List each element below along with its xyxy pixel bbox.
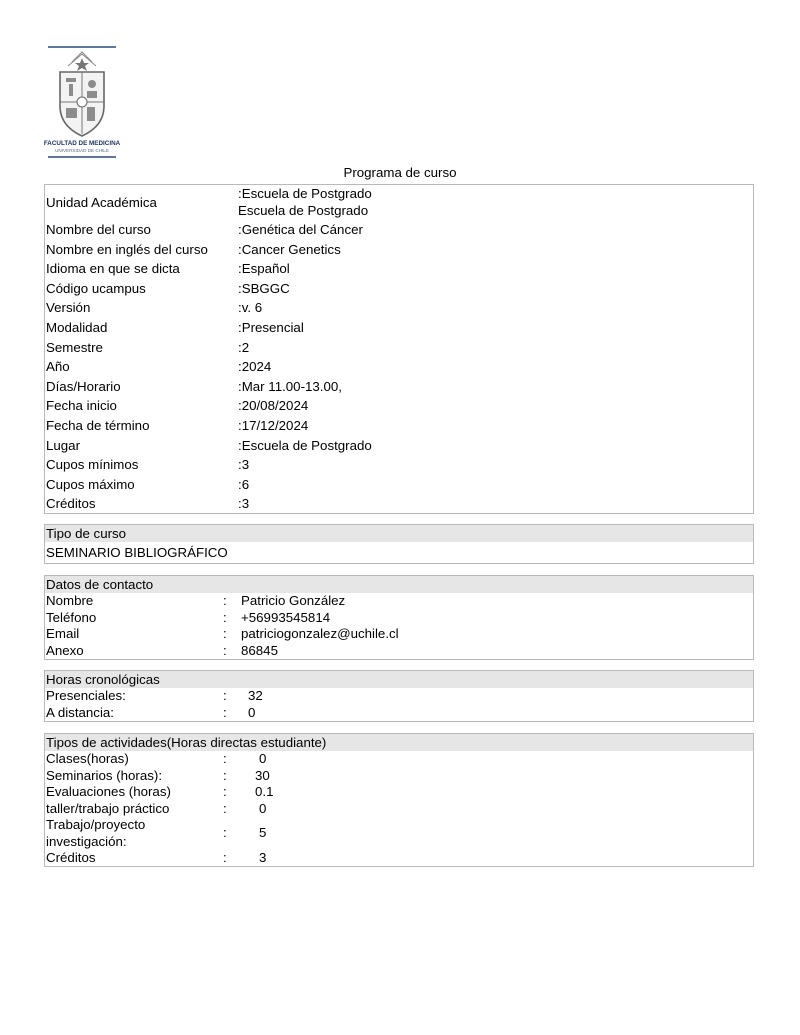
contact-label: Nombre [46,593,94,608]
info-value: :3 [238,496,250,512]
contact-value: Patricio González [241,593,346,608]
info-row [45,475,753,495]
activity-row: Clases(horas) : 0 [46,751,267,766]
info-row [45,416,753,436]
info-value: :6 [238,476,250,492]
info-value: :Español [238,261,290,277]
activity-value: 30 [255,767,270,783]
activity-label: Evaluaciones (horas) [46,784,171,800]
contact-value: +56993545814 [241,609,331,625]
activity-row: Evaluaciones (horas) : 0.1 [46,784,274,800]
activity-row: Seminarios (horas): : 30 [46,767,270,783]
info-label: Semestre [46,339,103,355]
info-label: Cupos mínimos [46,457,139,473]
contact-row: Anexo : 86845 [46,642,278,658]
activity-value: 0.1 [255,784,274,800]
document-title: Programa de curso [343,165,457,180]
hours-label: A distancia: [46,704,115,720]
hours-header: Horas cronológicas [45,671,753,688]
info-value: :20/08/2024 [238,398,309,414]
activity-value: 5 [259,825,267,841]
info-value: :2024 [238,359,272,375]
info-value: :Genética del Cáncer [238,222,363,237]
info-label: Modalidad [46,320,108,335]
contact-label: Anexo [46,642,84,658]
info-label: Año [46,359,70,375]
activity-row: Créditos : 3 [46,850,267,866]
info-value: :Escuela de Postgrado [238,437,372,453]
activity-label: Créditos [46,850,96,866]
info-label: Unidad Académica [46,195,157,210]
course-info-table [44,184,754,514]
contact-section [44,575,754,660]
info-row-unidad [45,185,753,221]
activity-value: 0 [259,800,267,816]
info-value: :17/12/2024 [238,418,309,433]
info-label: Idioma en que se dicta [46,261,180,277]
info-row [45,436,753,456]
info-label: Lugar [46,437,81,453]
info-row [45,220,753,240]
activity-label: taller/trabajo práctico [46,800,170,816]
activity-label: Clases(horas) [46,751,129,766]
hours-row: A distancia: : 0 [46,704,256,720]
info-label: Días/Horario [46,378,121,394]
contact-row: Email : patriciogonzalez@uchile.cl [46,626,399,642]
info-row [45,298,753,318]
contact-row: Nombre : Patricio González [46,593,346,608]
info-row [45,455,753,475]
activities-header: Tipos de actividades(Horas directas estudiante) [45,734,753,751]
activity-value: 0 [259,751,267,766]
hours-value: 0 [248,704,256,720]
info-row [45,279,753,299]
info-row [45,357,753,377]
hours-value: 32 [248,688,263,703]
contact-header: Datos de contacto [45,576,753,593]
activity-row: taller/trabajo práctico : 0 [46,800,267,816]
faculty-logo [44,44,120,162]
info-label: Nombre del curso [46,222,151,237]
activity-value: 3 [259,850,267,866]
contact-email: patriciogonzalez@uchile.cl [241,626,399,642]
contact-value: 86845 [241,642,278,658]
info-row [45,318,753,338]
info-row [45,259,753,279]
info-value: :2 [238,339,250,355]
info-value: :Presencial [238,320,304,335]
info-value: :Mar 11.00-13.00, [238,378,342,394]
info-row [45,494,753,514]
info-row [45,396,753,416]
info-label: Cupos máximo [46,476,135,492]
contact-row: Teléfono : +56993545814 [46,609,331,625]
activity-row: Trabajo/proyecto investigación: : 5 [46,817,267,849]
info-row [45,338,753,358]
info-row [45,240,753,260]
activity-label: Trabajo/proyecto investigación: [46,817,146,849]
hours-label: Presenciales: [46,688,126,703]
info-value: :3 [238,457,250,473]
info-label: Versión [46,300,91,316]
info-row [45,377,753,397]
info-value: :v. 6 [238,300,263,316]
info-label: Nombre en inglés del curso [46,241,208,257]
logo-line1: FACULTAD DE MEDICINA [44,140,120,147]
info-label: Código ucampus [46,280,146,296]
hours-row: Presenciales: : 32 [46,688,263,703]
contact-label: Teléfono [46,609,97,625]
course-type-value: SEMINARIO BIBLIOGRÁFICO [46,545,228,560]
logo-line2: UNIVERSIDAD DE CHILE [55,148,109,153]
course-type-section [44,524,754,564]
info-label: Créditos [46,496,96,512]
info-value: :SBGGC [238,280,290,296]
activity-label: Seminarios (horas): [46,767,163,783]
university-crest-icon [44,44,120,162]
info-label: Fecha inicio [46,398,117,414]
course-type-header: Tipo de curso [45,525,753,542]
info-value: :Escuela de Postgrado Escuela de Postgrado [238,186,372,218]
activities-section [44,733,754,867]
info-value: :Cancer Genetics [238,241,341,257]
info-label: Fecha de término [46,418,150,433]
hours-section [44,670,754,722]
contact-label: Email [46,626,80,642]
